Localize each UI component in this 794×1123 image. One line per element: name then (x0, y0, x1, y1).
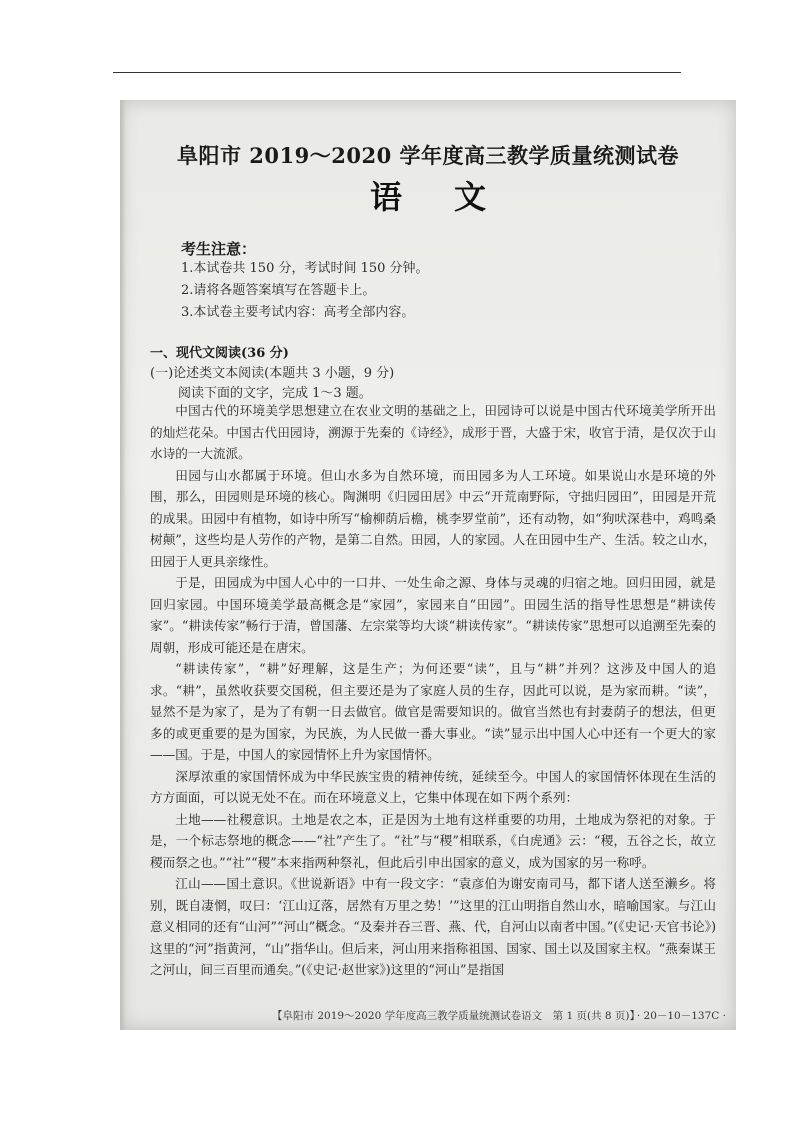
notice-item: 1.本试卷共 150 分，考试时间 150 分钟。 (181, 261, 429, 276)
footer-code: · 20－10－137C · (636, 1010, 726, 1022)
sheet-fold-shadow (120, 100, 126, 1030)
subject-char-2: 文 (454, 178, 487, 216)
footer-page-info: 【阜阳市 2019～2020 学年度高三教学质量统测试卷语文 第 1 页(共 8 页)】 (272, 1010, 641, 1022)
subject-title (120, 172, 736, 218)
reading-passage (150, 400, 716, 981)
top-rule (113, 72, 681, 73)
passage-paragraph: 中国古代的环境美学思想建立在农业文明的基础之上，田园诗可以说是中国古代环境美学所开出的灿烂花朵。中国古代田园诗，溯源于先秦的《诗经》，成形于晋，大盛于宋，收官于清，是仅次于山水诗的一大流派。 (150, 403, 716, 461)
notice-heading: 考生注意： (181, 240, 257, 258)
passage-paragraph: “耕读传家”，“耕”好理解，这是生产；为何还要“读”，且与“耕”并列？这涉及中国人的追求。“耕”，虽然收获要交国税，但主要还是为了家庭人员的生存，因此可以说，是为家而耕。“读”，显然不是为家了，是为了有朝一日去做官。做官是需要知识的。做官当然也有封妻荫子的想法，但更多的或更重要的是为国家，为民族，为人民做一番大事业。“读”显示出中国人心中还有一个更大的家——国。于是，中国人的家园情怀上升为家国情怀。 (150, 661, 716, 762)
reading-instruction: 阅读下面的文字，完成 1～3 题。 (178, 386, 372, 401)
notice-item: 3.本试卷主要考试内容：高考全部内容。 (181, 305, 415, 320)
passage-paragraph: 深厚浓重的家国情怀成为中华民族宝贵的精神传统，延续至今。中国人的家国情怀体现在生活的方方面面，可以说无处不在。而在环境意义上，它集中体现在如下两个系列： (150, 768, 716, 805)
passage-paragraph: 江山——国土意识。《世说新语》中有一段文字：“袁彦伯为谢安南司马，都下诸人送至濑乡。将别，既自凄惘，叹曰：‘江山辽落，居然有万里之势！’”这里的江山明指自然山水，暗喻国家。与江山意义相同的还有“山河”“河山”概念。“及秦并吞三晋、燕、代，自河山以南者中国。”(《史记·天官书论》)这里的“河”指黄河，“山”指华山。但后来，河山用来指称祖国、国家、国土以及国家主权。“燕秦谋王之河山，间三百里而通矣。”(《史记·赵世家》)这里的“河山”是指国 (150, 876, 716, 977)
section-subheading: (一)论述类文本阅读(本题共 3 小题，9 分) (150, 366, 395, 381)
exam-title: 阜阳市 2019～2020 学年度高三教学质量统测试卷 (176, 143, 679, 168)
passage-paragraph: 田园与山水都属于环境。但山水多为自然环境，而田园多为人工环境。如果说山水是环境的外围，那么，田园则是环境的核心。陶渊明《归园田居》中云“开荒南野际，守拙归园田”，田园是开荒的成果。田园中有植物，如诗中所写“榆柳荫后檐，桃李罗堂前”，还有动物，如“狗吠深巷中，鸡鸣桑树颠”，这些均是人劳作的产物，是第二自然。田园，人的家园。人在田园中生产、生活。较之山水，田园于人更具亲缘性。 (150, 467, 716, 569)
passage-paragraph: 于是，田园成为中国人心中的一口井、一处生命之源、身体与灵魂的归宿之地。回归田园，就是回归家园。中国环境美学最高概念是“家园”，家园来自“田园”。田园生活的指导性思想是“耕读传家”。“耕读传家”畅行于清，曾国藩、左宗棠等均大谈“耕读传家”。“耕读传家”思想可以追溯至先秦的周朝，形成可能还是在唐宋。 (150, 575, 716, 655)
notice-item: 2.请将各题答案填写在答题卡上。 (181, 283, 376, 298)
subject-char-1: 语 (369, 178, 402, 216)
passage-paragraph: 土地——社稷意识。土地是农之本，正是因为土地有这样重要的功用，土地成为祭祀的对象。于是，一个标志祭地的概念——“社”产生了。“社”与“稷”相联系，《白虎通》云：“稷，五谷之长，故立稷而祭之也。”“社”“稷”本来指两种祭礼，但此后引申出国家的意义，成为国家的另一称呼。 (150, 811, 716, 870)
section-heading: 一、现代文阅读(36 分) (150, 346, 289, 361)
notice-list (181, 258, 429, 324)
